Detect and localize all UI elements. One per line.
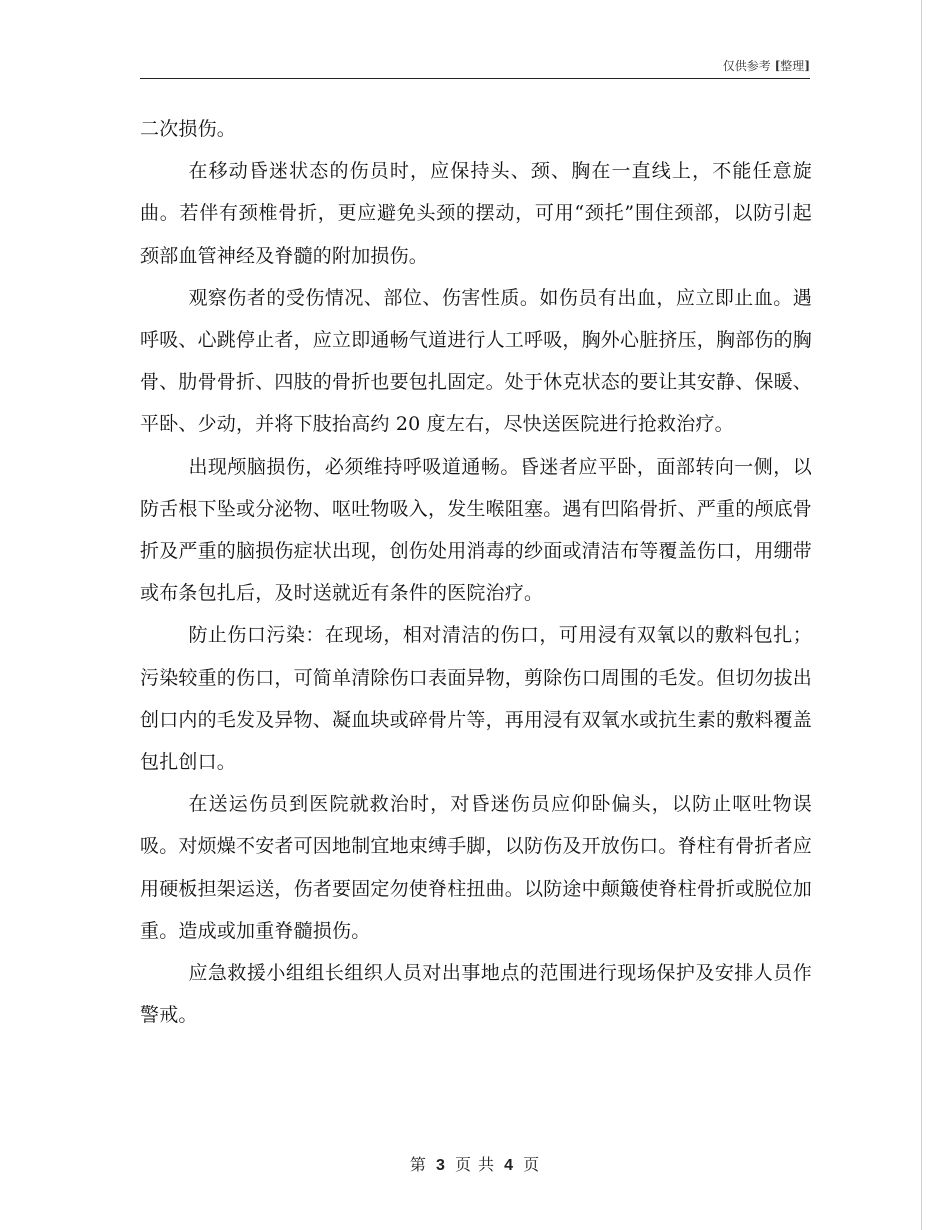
paragraph: 二次损伤。	[140, 118, 237, 140]
page-header	[140, 54, 810, 79]
footer-prefix: 第	[409, 1155, 427, 1174]
paragraph: 防止伤口污染：在现场，相对清洁的伤口，可用浸有双氧以的敷料包扎；污染较重的伤口，可简单清除伤口表面异物，剪除伤口周围的毛发。但切勿拔出创口内的毛发及异物、凝血块或碎骨片等，再用浸有双氧水或抗生素的敷料覆盖包扎创口。	[140, 624, 813, 774]
current-page-number: 3	[435, 1157, 446, 1174]
page-footer	[0, 1152, 950, 1175]
header-text: 仅供参考	[722, 59, 771, 73]
header-tag-open: [	[774, 59, 781, 73]
paragraph: 观察伤者的受伤情况、部位、伤害性质。如伤员有出血，应立即止血。遇呼吸、心跳停止者，应立即通畅气道进行人工呼吸，胸外心脏挤压，胸部伤的胸骨、肋骨骨折、四肢的骨折也要包扎固定。处于休克状态的要让其安静、保暖、平卧、少动，并将下肢抬高约 20 度左右，尽快送医院进行抢救治疗。	[140, 286, 813, 436]
paragraph: 在送运伤员到医院就救治时，对昏迷伤员应仰卧偏头，以防止呕吐物误吸。对烦燥不安者可因地制宜地束缚手脚，以防伤及开放伤口。脊柱有骨折者应用硬板担架运送，伤者要固定勿使脊柱扭曲。以防途中颠簸使脊柱骨折或脱位加重。造成或加重脊髓损伤。	[140, 793, 813, 942]
paragraph: 出现颅脑损伤，必须维持呼吸道通畅。昏迷者应平卧，面部转向一侧，以防舌根下坠或分泌物、呕吐物吸入，发生喉阻塞。遇有凹陷骨折、严重的颅底骨折及严重的脑损伤症状出现，创伤处用消毒的纱面或清洁布等覆盖伤口，用绷带或布条包扎后，及时送就近有条件的医院治疗。	[140, 455, 813, 605]
document-body	[140, 108, 812, 1036]
footer-suffix: 页	[523, 1155, 541, 1174]
total-pages-number: 4	[504, 1157, 515, 1174]
header-tag: 整理	[780, 59, 805, 73]
paragraph: 在移动昏迷状态的伤员时，应保持头、颈、胸在一直线上，不能任意旋曲。若伴有颈椎骨折，更应避免头颈的摆动，可用“颈托”围住颈部，以防引起颈部血管神经及脊髓的附加损伤。	[140, 160, 812, 267]
paragraph: 应急救援小组组长组织人员对出事地点的范围进行现场保护及安排人员作警戒。	[140, 962, 812, 1027]
header-tag-close: ]	[804, 59, 810, 73]
footer-middle: 页 共	[454, 1155, 496, 1174]
